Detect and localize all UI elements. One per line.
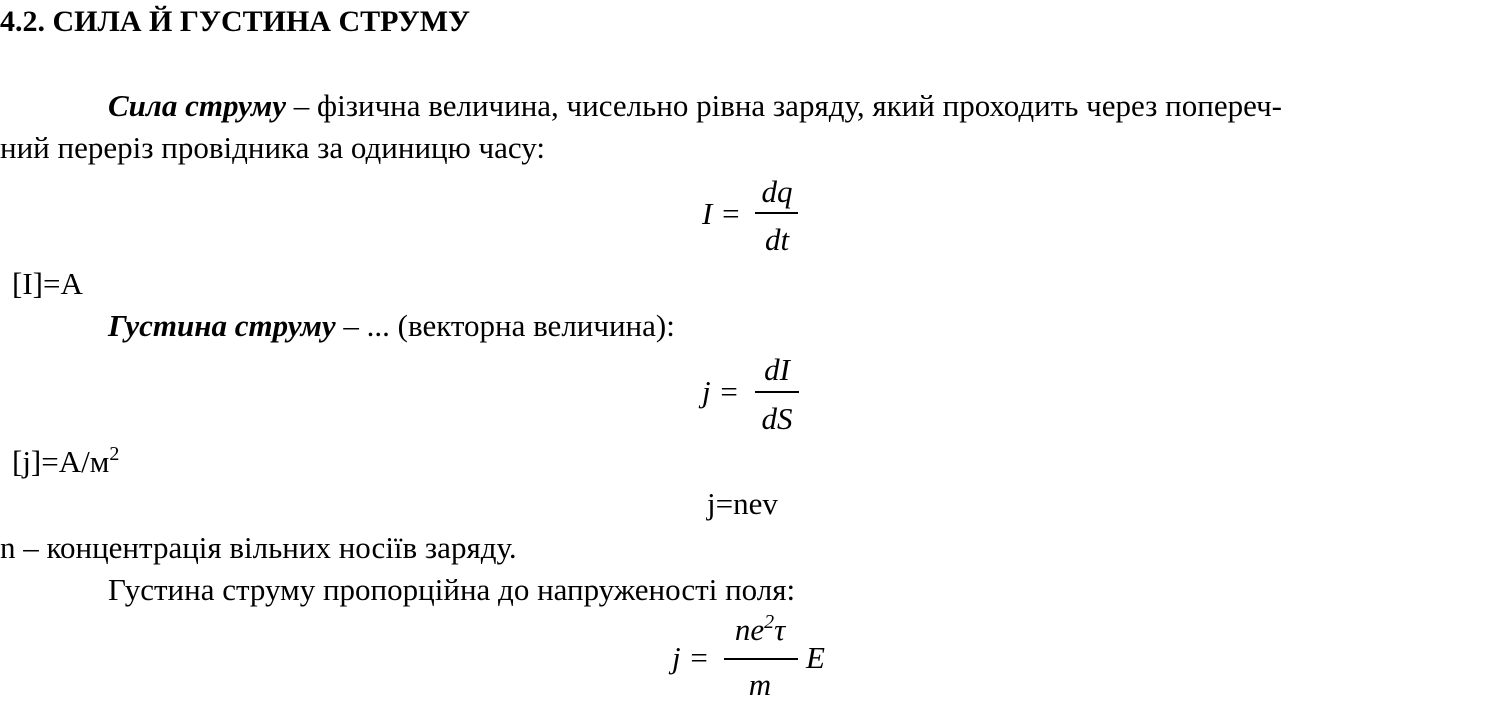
unit-density xyxy=(12,444,119,480)
formula-nev: j=nev xyxy=(707,486,778,521)
unit-density-exponent: 2 xyxy=(109,443,120,465)
paragraph-current-line2: ний переріз провідника за одиницю часу: xyxy=(0,130,545,165)
paragraph-density-definition xyxy=(108,308,675,344)
paragraph-proportional: Густина струму пропорційна до напруженості поля: xyxy=(108,572,796,607)
term-current: Сила струму xyxy=(108,88,287,123)
formula-drude-num-base: ne xyxy=(734,612,765,647)
formula-drude-denominator: m xyxy=(748,667,772,702)
formula-drude-numerator xyxy=(720,612,800,648)
formula-density-fraction-bar xyxy=(755,391,799,393)
formula-density-denominator: dS xyxy=(761,401,793,436)
unit-density-base: [j]=A/м xyxy=(12,444,110,479)
formula-drude-num-tau: τ xyxy=(774,612,786,647)
formula-drude-rhs: E xyxy=(806,640,825,675)
formula-density-lhs: j = xyxy=(702,374,740,409)
formula-drude-fraction-bar xyxy=(724,658,798,660)
formula-current-numerator: dq xyxy=(761,174,793,209)
formula-drude-lhs: j = xyxy=(672,640,710,675)
definition-text: – фізична величина, чисельно рівна заряду, який проходить через попереч- xyxy=(286,88,1282,123)
density-text: – ... (векторна величина): xyxy=(335,308,675,343)
formula-current-denominator: dt xyxy=(764,222,790,257)
formula-current-fraction-bar xyxy=(755,212,798,214)
section-heading: 4.2. СИЛА Й ГУСТИНА СТРУМУ xyxy=(0,5,471,38)
formula-density-numerator: dI xyxy=(764,352,790,387)
paragraph-current-definition xyxy=(108,88,1282,124)
formula-drude-num-exp: 2 xyxy=(764,611,775,633)
unit-current: [I]=A xyxy=(12,266,83,301)
formula-current-lhs: I = xyxy=(702,196,741,231)
paragraph-concentration: n – концентрація вільних носіїв заряду. xyxy=(0,530,517,565)
term-density: Густина струму xyxy=(108,308,336,343)
